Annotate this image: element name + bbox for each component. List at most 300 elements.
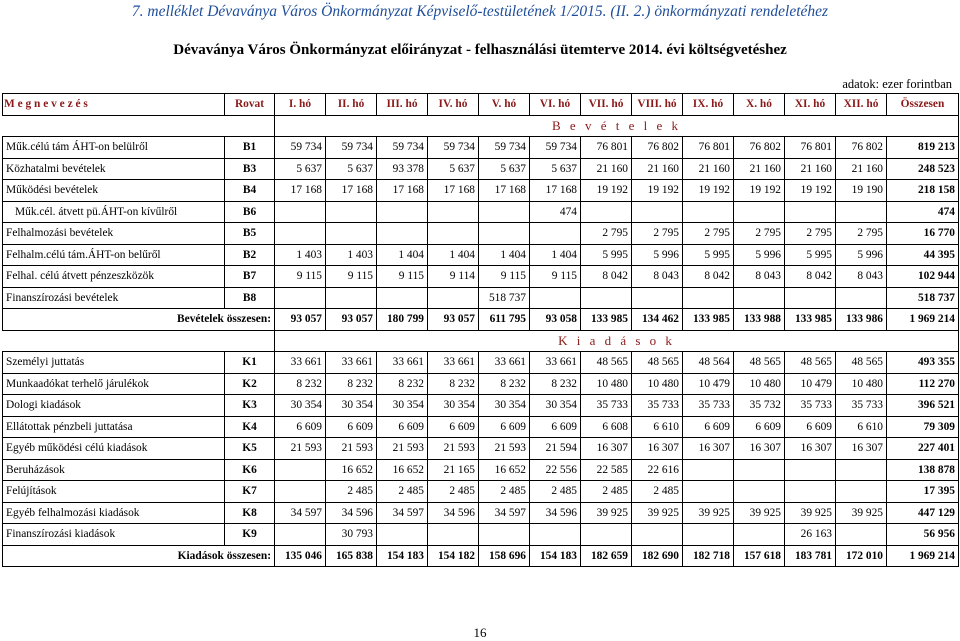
row-total: 102 944	[887, 266, 959, 288]
month-value: 9 115	[326, 266, 377, 288]
month-value: 30 354	[530, 395, 581, 417]
month-value: 5 637	[530, 158, 581, 180]
table-row	[3, 438, 959, 460]
column-header: Összesen	[887, 94, 959, 116]
month-value: 22 556	[530, 459, 581, 481]
month-value: 30 354	[326, 395, 377, 417]
table-row	[3, 459, 959, 481]
month-value: 33 661	[275, 352, 326, 374]
month-value	[275, 223, 326, 245]
month-value: 39 925	[581, 502, 632, 524]
row-total: 493 355	[887, 352, 959, 374]
row-name: Felhalm.célú tám.ÁHT-on belűről	[3, 244, 225, 266]
month-value: 22 585	[581, 459, 632, 481]
unit-note: adatok: ezer forintban	[842, 77, 952, 91]
month-total: 133 986	[836, 309, 887, 331]
month-total: 182 718	[683, 545, 734, 567]
month-value: 6 608	[581, 416, 632, 438]
month-value: 2 485	[428, 481, 479, 503]
month-value: 5 995	[785, 244, 836, 266]
row-code: K6	[225, 459, 275, 481]
month-value: 8 232	[377, 373, 428, 395]
column-header: XI. hó	[785, 94, 836, 116]
column-header: VI. hó	[530, 94, 581, 116]
month-value: 6 609	[479, 416, 530, 438]
month-value: 21 160	[734, 158, 785, 180]
column-header: II. hó	[326, 94, 377, 116]
month-value: 8 042	[785, 266, 836, 288]
month-value: 8 042	[683, 266, 734, 288]
grand-total: 1 969 214	[887, 309, 959, 331]
table-body	[3, 94, 959, 567]
month-value: 39 925	[734, 502, 785, 524]
row-name: Munkaadókat terhelő járulékok	[3, 373, 225, 395]
month-value	[581, 287, 632, 309]
table-row	[3, 416, 959, 438]
month-value: 16 307	[785, 438, 836, 460]
month-value: 2 485	[479, 481, 530, 503]
month-value: 9 115	[479, 266, 530, 288]
month-value: 2 795	[785, 223, 836, 245]
income-total-row	[3, 309, 959, 331]
column-header: V. hó	[479, 94, 530, 116]
month-value	[530, 287, 581, 309]
month-value: 10 479	[785, 373, 836, 395]
month-value: 34 596	[326, 502, 377, 524]
month-value: 5 996	[734, 244, 785, 266]
month-value: 48 565	[632, 352, 683, 374]
month-total: 133 985	[683, 309, 734, 331]
month-value: 35 732	[734, 395, 785, 417]
row-code: K2	[225, 373, 275, 395]
month-value: 1 403	[326, 244, 377, 266]
month-value: 59 734	[275, 137, 326, 159]
month-value: 33 661	[479, 352, 530, 374]
month-value: 6 609	[428, 416, 479, 438]
month-value: 2 485	[581, 481, 632, 503]
month-value: 1 404	[479, 244, 530, 266]
month-total: 183 781	[785, 545, 836, 567]
month-value: 16 652	[479, 459, 530, 481]
month-value: 2 485	[326, 481, 377, 503]
expense-total-row-label: Kiadások összesen:	[3, 545, 275, 567]
month-value: 59 734	[428, 137, 479, 159]
table-row	[3, 266, 959, 288]
income-total-row-label: Bevételek összesen:	[3, 309, 275, 331]
column-header: M e g n e v e z é s	[3, 94, 225, 116]
row-code: K8	[225, 502, 275, 524]
month-value	[581, 201, 632, 223]
month-value: 34 596	[428, 502, 479, 524]
column-header: XII. hó	[836, 94, 887, 116]
month-value	[632, 524, 683, 546]
month-total: 154 183	[377, 545, 428, 567]
month-value	[428, 201, 479, 223]
row-name: Közhatalmi bevételek	[3, 158, 225, 180]
month-value: 21 593	[275, 438, 326, 460]
row-name: Finanszírozási kiadások	[3, 524, 225, 546]
month-value: 6 609	[530, 416, 581, 438]
month-value: 76 801	[785, 137, 836, 159]
month-value: 8 232	[530, 373, 581, 395]
month-value: 59 734	[326, 137, 377, 159]
month-value	[785, 201, 836, 223]
month-total: 158 696	[479, 545, 530, 567]
month-value: 30 354	[377, 395, 428, 417]
row-total: 56 956	[887, 524, 959, 546]
table-row	[3, 352, 959, 374]
expense-section-row	[3, 330, 959, 352]
spacer-cell	[3, 115, 275, 137]
column-header: I. hó	[275, 94, 326, 116]
column-header: Rovat	[225, 94, 275, 116]
month-value	[530, 223, 581, 245]
month-value: 17 168	[428, 180, 479, 202]
month-value: 39 925	[785, 502, 836, 524]
row-total: 112 270	[887, 373, 959, 395]
month-value: 21 160	[683, 158, 734, 180]
month-total: 135 046	[275, 545, 326, 567]
column-header: VIII. hó	[632, 94, 683, 116]
month-value	[428, 287, 479, 309]
month-value: 8 043	[632, 266, 683, 288]
month-value: 76 802	[836, 137, 887, 159]
table-row	[3, 158, 959, 180]
month-value	[377, 524, 428, 546]
month-value: 1 404	[428, 244, 479, 266]
month-value	[836, 459, 887, 481]
month-value: 10 480	[581, 373, 632, 395]
month-value: 9 115	[377, 266, 428, 288]
row-total: 44 395	[887, 244, 959, 266]
month-value: 39 925	[683, 502, 734, 524]
row-name: Működési bevételek	[3, 180, 225, 202]
month-value: 6 609	[734, 416, 785, 438]
month-value	[479, 223, 530, 245]
month-value	[734, 459, 785, 481]
month-value: 8 042	[581, 266, 632, 288]
column-header: X. hó	[734, 94, 785, 116]
table-row	[3, 223, 959, 245]
month-value	[326, 223, 377, 245]
month-total: 134 462	[632, 309, 683, 331]
month-value: 76 802	[632, 137, 683, 159]
column-header: III. hó	[377, 94, 428, 116]
table-row	[3, 244, 959, 266]
income-section-label: B e v é t e l e k	[275, 115, 959, 137]
month-value: 33 661	[326, 352, 377, 374]
month-value: 35 733	[836, 395, 887, 417]
month-value: 33 661	[530, 352, 581, 374]
month-value: 21 160	[581, 158, 632, 180]
month-value	[581, 524, 632, 546]
month-total: 180 799	[377, 309, 428, 331]
month-value: 35 733	[785, 395, 836, 417]
month-value: 8 232	[275, 373, 326, 395]
month-value: 21 594	[530, 438, 581, 460]
month-value	[632, 201, 683, 223]
row-name: Felhalmozási bevételek	[3, 223, 225, 245]
month-value	[479, 524, 530, 546]
row-code: B8	[225, 287, 275, 309]
table-row	[3, 481, 959, 503]
month-value: 16 307	[581, 438, 632, 460]
month-value: 9 115	[530, 266, 581, 288]
month-value: 35 733	[632, 395, 683, 417]
month-value: 21 160	[836, 158, 887, 180]
month-value: 17 168	[275, 180, 326, 202]
month-value	[785, 459, 836, 481]
month-value: 16 307	[734, 438, 785, 460]
column-header: IV. hó	[428, 94, 479, 116]
month-value: 21 160	[632, 158, 683, 180]
table-row	[3, 180, 959, 202]
row-total: 474	[887, 201, 959, 223]
month-value: 17 168	[377, 180, 428, 202]
row-code: B6	[225, 201, 275, 223]
month-value: 48 565	[734, 352, 785, 374]
month-value: 34 596	[530, 502, 581, 524]
month-value: 16 307	[632, 438, 683, 460]
row-total: 17 395	[887, 481, 959, 503]
month-value	[275, 524, 326, 546]
month-value: 9 115	[275, 266, 326, 288]
month-value: 34 597	[377, 502, 428, 524]
row-code: K4	[225, 416, 275, 438]
month-value: 16 652	[377, 459, 428, 481]
month-value: 93 378	[377, 158, 428, 180]
row-total: 138 878	[887, 459, 959, 481]
month-value: 5 995	[581, 244, 632, 266]
month-total: 157 618	[734, 545, 785, 567]
month-total: 165 838	[326, 545, 377, 567]
month-value: 2 795	[581, 223, 632, 245]
month-value: 35 733	[683, 395, 734, 417]
month-value: 6 610	[836, 416, 887, 438]
month-value	[275, 481, 326, 503]
month-value: 39 925	[632, 502, 683, 524]
month-value	[275, 459, 326, 481]
month-value: 2 795	[683, 223, 734, 245]
month-value: 76 802	[734, 137, 785, 159]
month-total: 154 183	[530, 545, 581, 567]
row-code: B7	[225, 266, 275, 288]
month-value: 6 609	[377, 416, 428, 438]
month-value: 33 661	[428, 352, 479, 374]
month-total: 133 988	[734, 309, 785, 331]
month-value: 10 480	[836, 373, 887, 395]
row-total: 447 129	[887, 502, 959, 524]
month-value: 2 795	[734, 223, 785, 245]
row-total: 518 737	[887, 287, 959, 309]
month-value	[734, 524, 785, 546]
month-value: 21 160	[785, 158, 836, 180]
month-value	[632, 287, 683, 309]
month-value	[326, 201, 377, 223]
month-value: 19 190	[836, 180, 887, 202]
row-code: B1	[225, 137, 275, 159]
month-value: 21 165	[428, 459, 479, 481]
expense-total-row	[3, 545, 959, 567]
month-total: 93 057	[428, 309, 479, 331]
table-row	[3, 524, 959, 546]
month-value: 8 232	[326, 373, 377, 395]
month-value: 5 637	[479, 158, 530, 180]
month-value: 21 593	[479, 438, 530, 460]
month-value: 1 404	[530, 244, 581, 266]
month-value: 19 192	[683, 180, 734, 202]
month-value: 5 637	[275, 158, 326, 180]
month-value: 6 609	[275, 416, 326, 438]
month-value	[836, 481, 887, 503]
month-value: 19 192	[734, 180, 785, 202]
income-section-row	[3, 115, 959, 137]
month-value: 34 597	[275, 502, 326, 524]
row-name: Egyéb felhalmozási kiadások	[3, 502, 225, 524]
month-value: 30 793	[326, 524, 377, 546]
budget-table	[2, 93, 959, 567]
month-value: 17 168	[530, 180, 581, 202]
month-value	[377, 223, 428, 245]
month-value: 34 597	[479, 502, 530, 524]
month-value: 17 168	[326, 180, 377, 202]
table-row	[3, 287, 959, 309]
month-value: 16 652	[326, 459, 377, 481]
month-value	[479, 201, 530, 223]
month-value: 21 593	[428, 438, 479, 460]
month-value: 2 485	[377, 481, 428, 503]
month-value	[275, 201, 326, 223]
month-value: 8 232	[428, 373, 479, 395]
row-code: B3	[225, 158, 275, 180]
month-total: 182 659	[581, 545, 632, 567]
month-value: 1 404	[377, 244, 428, 266]
table-row	[3, 137, 959, 159]
table-row	[3, 502, 959, 524]
row-total: 248 523	[887, 158, 959, 180]
row-code: B2	[225, 244, 275, 266]
month-value: 2 485	[530, 481, 581, 503]
document-header: 7. melléklet Dévaványa Város Önkormányzat Képviselő-testületének 1/2015. (II. 2.) önkormányzati rendeletéhez	[131, 3, 829, 20]
month-value: 59 734	[530, 137, 581, 159]
month-value: 2 795	[836, 223, 887, 245]
month-value: 1 403	[275, 244, 326, 266]
month-value: 8 043	[836, 266, 887, 288]
month-value	[683, 287, 734, 309]
month-value	[785, 481, 836, 503]
header-row	[3, 94, 959, 116]
month-total: 182 690	[632, 545, 683, 567]
month-value: 5 637	[326, 158, 377, 180]
row-total: 16 770	[887, 223, 959, 245]
month-total: 611 795	[479, 309, 530, 331]
month-value: 16 307	[683, 438, 734, 460]
month-value: 10 479	[683, 373, 734, 395]
row-name: Beruházások	[3, 459, 225, 481]
month-value	[428, 223, 479, 245]
month-value: 48 565	[785, 352, 836, 374]
month-value: 5 996	[632, 244, 683, 266]
row-total: 218 158	[887, 180, 959, 202]
month-value: 10 480	[734, 373, 785, 395]
row-code: B4	[225, 180, 275, 202]
month-value: 10 480	[632, 373, 683, 395]
row-code: K7	[225, 481, 275, 503]
month-value: 6 610	[632, 416, 683, 438]
column-header: VII. hó	[581, 94, 632, 116]
month-value: 48 565	[581, 352, 632, 374]
month-total: 133 985	[785, 309, 836, 331]
month-value	[734, 287, 785, 309]
month-value: 5 996	[836, 244, 887, 266]
row-name: Dologi kiadások	[3, 395, 225, 417]
month-value: 48 565	[836, 352, 887, 374]
month-value: 59 734	[479, 137, 530, 159]
row-name: Felhal. célú átvett pénzeszközök	[3, 266, 225, 288]
row-code: K3	[225, 395, 275, 417]
month-total: 154 182	[428, 545, 479, 567]
page-number: 16	[473, 625, 487, 640]
month-value: 19 192	[785, 180, 836, 202]
month-value: 17 168	[479, 180, 530, 202]
month-value	[377, 287, 428, 309]
month-value: 30 354	[275, 395, 326, 417]
month-value	[683, 481, 734, 503]
row-total: 396 521	[887, 395, 959, 417]
month-value: 35 733	[581, 395, 632, 417]
month-value: 9 114	[428, 266, 479, 288]
row-total: 79 309	[887, 416, 959, 438]
month-value	[530, 524, 581, 546]
month-value: 21 593	[377, 438, 428, 460]
spacer-cell	[3, 330, 275, 352]
month-value: 6 609	[683, 416, 734, 438]
month-value	[275, 287, 326, 309]
month-value: 6 609	[326, 416, 377, 438]
month-value: 26 163	[785, 524, 836, 546]
month-total: 133 985	[581, 309, 632, 331]
month-value: 48 564	[683, 352, 734, 374]
month-value: 30 354	[428, 395, 479, 417]
month-value: 76 801	[683, 137, 734, 159]
month-total: 93 057	[326, 309, 377, 331]
row-code: K1	[225, 352, 275, 374]
month-value: 474	[530, 201, 581, 223]
table-row	[3, 201, 959, 223]
table-row	[3, 395, 959, 417]
month-total: 93 058	[530, 309, 581, 331]
month-value	[734, 481, 785, 503]
row-total: 227 401	[887, 438, 959, 460]
month-value: 8 232	[479, 373, 530, 395]
page-title: Dévaványa Város Önkormányzat előirányzat - felhasználási ütemterve 2014. évi költségvetéshez	[173, 42, 787, 58]
month-value: 19 192	[581, 180, 632, 202]
month-value	[683, 201, 734, 223]
month-value: 5 637	[428, 158, 479, 180]
month-total: 93 057	[275, 309, 326, 331]
month-value: 19 192	[632, 180, 683, 202]
month-total: 172 010	[836, 545, 887, 567]
table-row	[3, 373, 959, 395]
month-value: 2 795	[632, 223, 683, 245]
month-value: 5 995	[683, 244, 734, 266]
month-value: 33 661	[377, 352, 428, 374]
month-value	[377, 201, 428, 223]
month-value: 2 485	[632, 481, 683, 503]
month-value: 22 616	[632, 459, 683, 481]
row-name: Felújítások	[3, 481, 225, 503]
month-value	[836, 201, 887, 223]
